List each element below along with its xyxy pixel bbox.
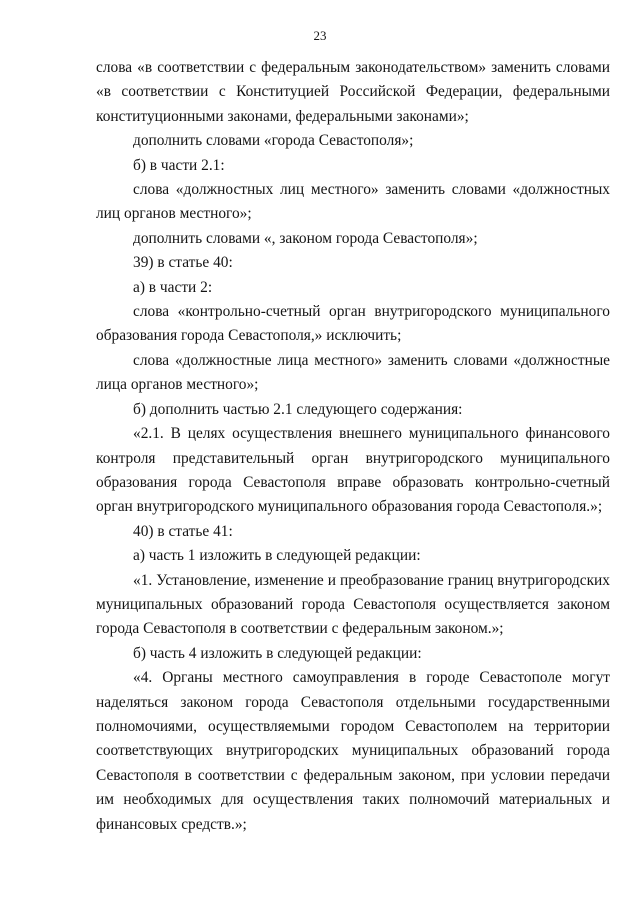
paragraph: слова «контрольно-счетный орган внутригородского муниципального образования города Севастополя,» исключить; [96,303,610,345]
paragraph: 40) в статье 41: [133,522,233,540]
paragraph: «1. Установление, изменение и преобразование границ внутригородских муниципальных образований города Севастополя осуществляется законом города Севастополя в соответствии с федеральным законом.»; [96,571,610,638]
paragraph: слова «должностные лица местного» заменить словами «должностные лица органов местного»; [96,351,610,394]
paragraph: 39) в статье 40: [133,254,233,272]
paragraph: «2.1. В целях осуществления внешнего муниципального финансового контроля представительный орган внутригородского муниципального образования города Севастополя вправе образовать контрольно-счетный орган внутригородского муниципального образования города Севастополя.»; [96,425,610,516]
paragraph: «4. Органы местного самоуправления в городе Севастополе могут наделяться законом города Севастополя отдельными государственными полномочиями, осуществляемыми городом Севастополем на территории соответствующих внутригородских муниципальных образований города Севастополя в соответствии с федеральным законом, при условии передачи им необходимых для осуществления таких полномочий материальных и финансовых средств.»; [96,669,610,833]
paragraph: б) в части 2.1: [133,156,225,174]
paragraph: а) в части 2: [133,278,213,296]
page-number: 23 [313,28,327,43]
paragraph: дополнить словами «города Севастополя»; [133,132,414,150]
paragraph: слова «в соответствии с федеральным законодательством» заменить словами «в соответствии с Конституцией Российской Федерации, федеральными конституционными законами, федеральными законами»; [96,59,610,125]
paragraph: б) часть 4 изложить в следующей редакции: [133,644,422,662]
paragraph: б) дополнить частью 2.1 следующего содержания: [133,400,463,418]
document-body [96,56,610,837]
paragraph: дополнить словами «, законом города Севастополя»; [133,229,478,247]
paragraph: слова «должностных лиц местного» заменить словами «должностных лиц органов местного»; [96,181,610,223]
paragraph: а) часть 1 изложить в следующей редакции: [133,547,421,565]
